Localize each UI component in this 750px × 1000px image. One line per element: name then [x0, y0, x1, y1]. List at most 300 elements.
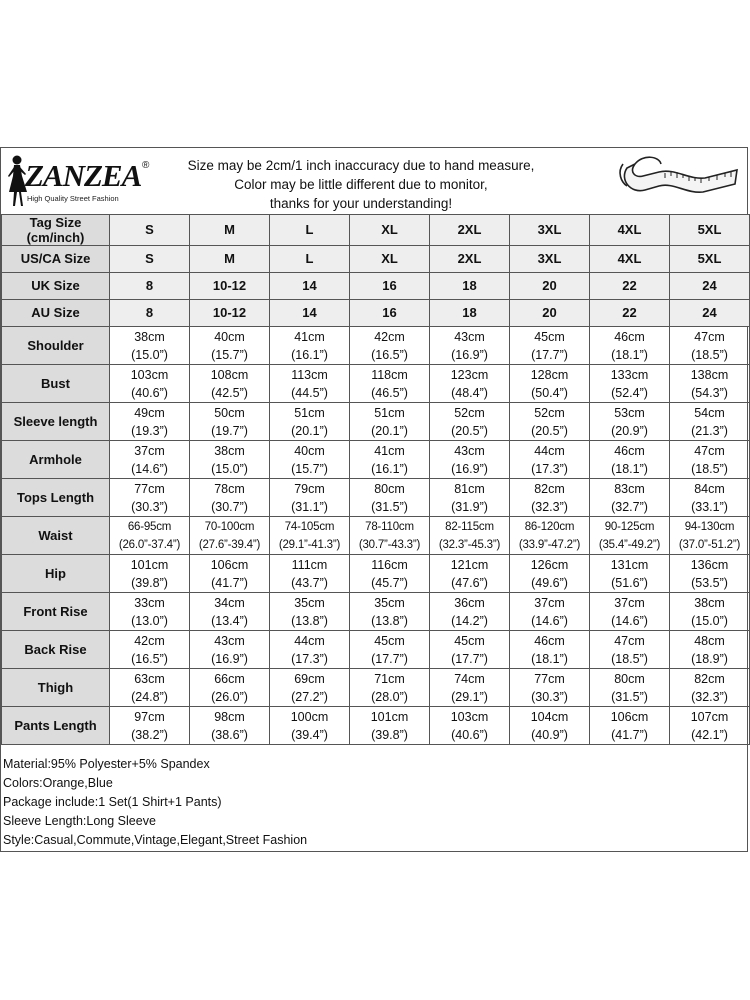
- measure-cell: [510, 365, 590, 403]
- inch-value: (17.7”): [451, 651, 488, 666]
- cm-value: 47cm: [694, 443, 725, 458]
- measure-cell: [590, 403, 670, 441]
- size-cell: 3XL: [510, 246, 590, 273]
- cm-value: 108cm: [210, 367, 249, 382]
- brand-logo: [5, 154, 155, 210]
- inch-value: (31.9”): [451, 499, 488, 514]
- row-label: Hip: [2, 555, 110, 593]
- inch-value: (41.7”): [611, 727, 648, 742]
- size-cell: 18: [430, 300, 510, 327]
- detail-colors: Colors:Orange,Blue: [3, 776, 113, 790]
- cm-value: 128cm: [530, 367, 569, 382]
- inch-value: (26.0”): [211, 689, 248, 704]
- row-label: Sleeve length: [2, 403, 110, 441]
- inch-value: (13.0”): [131, 613, 168, 628]
- measure-cell: [350, 555, 430, 593]
- row-label: Thigh: [2, 669, 110, 707]
- measure-cell: [430, 441, 510, 479]
- inch-value: (51.6”): [611, 575, 648, 590]
- measure-cell: [590, 669, 670, 707]
- cm-value: 50cm: [214, 405, 245, 420]
- row-label: Armhole: [2, 441, 110, 479]
- measure-cell: [510, 441, 590, 479]
- inch-value: (15.7”): [211, 347, 248, 362]
- measure-cell: [270, 327, 350, 365]
- measure-cell: [670, 593, 750, 631]
- inch-value: (30.3”): [531, 689, 568, 704]
- table-row: [2, 403, 750, 441]
- inch-value: (26.0”-37.4”): [118, 538, 181, 551]
- cm-value: 74-105cm: [284, 520, 335, 533]
- inch-value: (50.4”): [531, 385, 568, 400]
- inch-value: (18.5”): [611, 651, 648, 666]
- cm-value: 79cm: [294, 481, 325, 496]
- size-cell: 2XL: [430, 215, 510, 246]
- measure-cell: [110, 593, 190, 631]
- measure-cell: [670, 707, 750, 745]
- inch-value: (13.8”): [371, 613, 408, 628]
- cm-value: 70-100cm: [204, 520, 255, 533]
- cm-value: 131cm: [610, 557, 649, 572]
- cm-value: 54cm: [694, 405, 725, 420]
- measure-cell: [510, 327, 590, 365]
- size-cell: 14: [270, 300, 350, 327]
- measure-cell: [110, 707, 190, 745]
- cm-value: 82-115cm: [445, 520, 494, 533]
- inch-value: (27.2”): [291, 689, 328, 704]
- size-cell: 24: [670, 273, 750, 300]
- cm-value: 83cm: [614, 481, 645, 496]
- cm-value: 37cm: [614, 595, 645, 610]
- cm-value: 41cm: [294, 329, 325, 344]
- inch-value: (54.3”): [691, 385, 728, 400]
- cm-value: 77cm: [534, 671, 565, 686]
- measure-cell: [190, 327, 270, 365]
- cm-value: 35cm: [374, 595, 405, 610]
- cm-value: 44cm: [294, 633, 325, 648]
- measure-cell: [110, 327, 190, 365]
- cm-value: 38cm: [214, 443, 245, 458]
- size-cell: 24: [670, 300, 750, 327]
- inch-value: (29.1”): [451, 689, 488, 704]
- row-label: Back Rise: [2, 631, 110, 669]
- cm-value: 106cm: [610, 709, 649, 724]
- row-label: US/CA Size: [2, 246, 110, 273]
- cm-value: 51cm: [294, 405, 325, 420]
- inch-value: (39.8”): [371, 727, 408, 742]
- inch-value: (16.1”): [291, 347, 328, 362]
- cm-value: 101cm: [130, 557, 169, 572]
- measure-cell: [510, 555, 590, 593]
- cm-value: 111cm: [291, 557, 328, 572]
- row-label: Bust: [2, 365, 110, 403]
- table-row: [2, 517, 750, 555]
- measure-cell: [270, 479, 350, 517]
- cm-value: 63cm: [134, 671, 165, 686]
- measure-cell: [430, 517, 510, 555]
- cm-value: 45cm: [454, 633, 485, 648]
- inch-value: (20.5”): [451, 423, 488, 438]
- cm-value: 97cm: [134, 709, 165, 724]
- row-label: AU Size: [2, 300, 110, 327]
- size-cell: 22: [590, 300, 670, 327]
- inch-value: (17.7”): [371, 651, 408, 666]
- measure-cell: [510, 479, 590, 517]
- inch-value: (16.9”): [211, 651, 248, 666]
- cm-value: 103cm: [450, 709, 489, 724]
- cm-value: 69cm: [294, 671, 325, 686]
- measure-cell: [590, 441, 670, 479]
- inch-value: (18.1”): [611, 347, 648, 362]
- detail-style: Style:Casual,Commute,Vintage,Elegant,Street Fashion: [3, 833, 308, 847]
- cm-value: 78-110cm: [365, 520, 414, 533]
- brand-name: ZANZEA: [25, 158, 142, 193]
- inch-value: (48.4”): [451, 385, 488, 400]
- inch-value: (15.7”): [291, 461, 328, 476]
- inch-value: (30.3”): [131, 499, 168, 514]
- size-cell: 10-12: [190, 300, 270, 327]
- cm-value: 51cm: [374, 405, 405, 420]
- measure-cell: [110, 403, 190, 441]
- size-chart: [0, 147, 748, 852]
- inch-value: (43.7”): [291, 575, 328, 590]
- cm-value: 138cm: [690, 367, 729, 382]
- cm-value: 36cm: [454, 595, 485, 610]
- table-row: [2, 273, 750, 300]
- measure-cell: [350, 593, 430, 631]
- table-row: [2, 327, 750, 365]
- inch-value: (18.1”): [611, 461, 648, 476]
- size-cell: L: [270, 246, 350, 273]
- size-cell: 5XL: [670, 246, 750, 273]
- size-cell: M: [190, 215, 270, 246]
- notice-line-2: Color may be little different due to monitor,: [234, 177, 488, 192]
- cm-value: 42cm: [374, 329, 405, 344]
- cm-value: 35cm: [294, 595, 325, 610]
- inch-value: (16.9”): [451, 347, 488, 362]
- measure-cell: [350, 327, 430, 365]
- inch-value: (32.3”): [691, 689, 728, 704]
- chart-header: [1, 148, 747, 215]
- measure-cell: [270, 555, 350, 593]
- measure-cell: [350, 707, 430, 745]
- inch-value: (19.7”): [211, 423, 248, 438]
- table-row: [2, 441, 750, 479]
- cm-value: 46cm: [614, 443, 645, 458]
- cm-value: 66cm: [214, 671, 245, 686]
- inch-value: (42.1”): [691, 727, 728, 742]
- size-cell: S: [110, 215, 190, 246]
- inch-value: (19.3”): [131, 423, 168, 438]
- measure-cell: [110, 631, 190, 669]
- measure-cell: [350, 479, 430, 517]
- cm-value: 40cm: [294, 443, 325, 458]
- measure-cell: [430, 593, 510, 631]
- measure-cell: [590, 707, 670, 745]
- cm-value: 113cm: [291, 367, 328, 382]
- cm-value: 98cm: [214, 709, 245, 724]
- measure-cell: [110, 441, 190, 479]
- size-cell: 3XL: [510, 215, 590, 246]
- size-cell: 4XL: [590, 246, 670, 273]
- cm-value: 121cm: [450, 557, 489, 572]
- inch-value: (32.7”): [611, 499, 648, 514]
- inch-value: (14.6”): [131, 461, 168, 476]
- size-cell: L: [270, 215, 350, 246]
- cm-value: 38cm: [134, 329, 165, 344]
- inch-value: (27.6”-39.4”): [198, 538, 261, 551]
- cm-value: 66-95cm: [127, 520, 172, 533]
- detail-package: Package include:1 Set(1 Shirt+1 Pants): [3, 795, 222, 809]
- table-row: [2, 669, 750, 707]
- inch-value: (40.6”): [131, 385, 168, 400]
- inch-value: (21.3”): [691, 423, 728, 438]
- cm-value: 77cm: [134, 481, 165, 496]
- measure-cell: [510, 403, 590, 441]
- size-cell: XL: [350, 215, 430, 246]
- measure-cell: [350, 517, 430, 555]
- detail-sleeve: Sleeve Length:Long Sleeve: [3, 814, 156, 828]
- table-row: [2, 215, 750, 246]
- measure-cell: [350, 441, 430, 479]
- inch-value: (20.5”): [531, 423, 568, 438]
- cm-value: 37cm: [534, 595, 565, 610]
- measure-cell: [510, 593, 590, 631]
- inch-value: (17.3”): [531, 461, 568, 476]
- inch-value: (46.5”): [371, 385, 408, 400]
- measure-cell: [430, 479, 510, 517]
- measure-cell: [670, 441, 750, 479]
- measure-cell: [510, 707, 590, 745]
- inch-value: (30.7”-43.3”): [358, 538, 421, 551]
- measure-cell: [430, 669, 510, 707]
- measure-cell: [110, 517, 190, 555]
- cm-value: 53cm: [614, 405, 645, 420]
- cm-value: 104cm: [530, 709, 569, 724]
- size-cell: 8: [110, 300, 190, 327]
- cm-value: 45cm: [374, 633, 405, 648]
- cm-value: 47cm: [694, 329, 725, 344]
- measure-cell: [510, 669, 590, 707]
- size-table: [1, 214, 750, 745]
- inch-value: (17.7”): [531, 347, 568, 362]
- measure-cell: [510, 517, 590, 555]
- size-cell: S: [110, 246, 190, 273]
- measure-cell: [350, 365, 430, 403]
- inch-value: (40.6”): [451, 727, 488, 742]
- inch-value: (35.4”-49.2”): [598, 538, 661, 551]
- inch-value: (42.5”): [211, 385, 248, 400]
- inch-value: (24.8”): [131, 689, 168, 704]
- cm-value: 123cm: [450, 367, 489, 382]
- cm-value: 43cm: [214, 633, 245, 648]
- size-cell: 10-12: [190, 273, 270, 300]
- cm-value: 49cm: [134, 405, 165, 420]
- measure-cell: [190, 669, 270, 707]
- cm-value: 136cm: [690, 557, 729, 572]
- inch-value: (52.4”): [611, 385, 648, 400]
- measure-cell: [110, 365, 190, 403]
- measure-cell: [110, 555, 190, 593]
- brand-tagline: High Quality Street Fashion: [27, 194, 119, 203]
- size-cell: 22: [590, 273, 670, 300]
- measure-cell: [670, 365, 750, 403]
- measure-cell: [590, 365, 670, 403]
- measurement-notice: [171, 156, 551, 213]
- measure-cell: [270, 403, 350, 441]
- cm-value: 103cm: [130, 367, 169, 382]
- size-cell: 4XL: [590, 215, 670, 246]
- measure-cell: [670, 555, 750, 593]
- measure-cell: [590, 479, 670, 517]
- table-row: [2, 631, 750, 669]
- cm-value: 80cm: [374, 481, 405, 496]
- cm-value: 52cm: [454, 405, 485, 420]
- inch-value: (20.1”): [371, 423, 408, 438]
- inch-value: (16.5”): [371, 347, 408, 362]
- cm-value: 94-130cm: [684, 520, 735, 533]
- inch-value: (49.6”): [531, 575, 568, 590]
- measure-cell: [190, 403, 270, 441]
- cm-value: 44cm: [534, 443, 565, 458]
- measure-cell: [590, 593, 670, 631]
- measure-cell: [270, 517, 350, 555]
- size-cell: 20: [510, 273, 590, 300]
- inch-value: (44.5”): [291, 385, 328, 400]
- measure-cell: [430, 707, 510, 745]
- inch-value: (15.0”): [691, 613, 728, 628]
- cm-value: 82cm: [694, 671, 725, 686]
- inch-value: (28.0”): [371, 689, 408, 704]
- inch-value: (17.3”): [291, 651, 328, 666]
- inch-value: (47.6”): [451, 575, 488, 590]
- cm-value: 101cm: [370, 709, 409, 724]
- measure-cell: [190, 631, 270, 669]
- cm-value: 78cm: [214, 481, 245, 496]
- cm-value: 42cm: [134, 633, 165, 648]
- measure-cell: [590, 517, 670, 555]
- inch-value: (16.1”): [371, 461, 408, 476]
- measure-cell: [670, 631, 750, 669]
- inch-value: (37.0”-51.2”): [678, 538, 741, 551]
- size-cell: XL: [350, 246, 430, 273]
- cm-value: 74cm: [454, 671, 485, 686]
- measure-cell: [430, 327, 510, 365]
- inch-value: (38.6”): [211, 727, 248, 742]
- size-cell: 14: [270, 273, 350, 300]
- inch-value: (14.2”): [451, 613, 488, 628]
- cm-value: 107cm: [690, 709, 729, 724]
- measure-cell: [670, 517, 750, 555]
- cm-value: 90-125cm: [604, 520, 655, 533]
- measure-cell: [190, 441, 270, 479]
- cm-value: 43cm: [454, 329, 485, 344]
- cm-value: 48cm: [694, 633, 725, 648]
- inch-value: (20.1”): [291, 423, 328, 438]
- inch-value: (32.3”): [531, 499, 568, 514]
- measure-cell: [430, 555, 510, 593]
- inch-value: (41.7”): [211, 575, 248, 590]
- measure-cell: [270, 365, 350, 403]
- product-details: [1, 755, 747, 850]
- cm-value: 43cm: [454, 443, 485, 458]
- inch-value: (15.0”): [131, 347, 168, 362]
- cm-value: 33cm: [134, 595, 165, 610]
- size-cell: 8: [110, 273, 190, 300]
- inch-value: (18.9”): [691, 651, 728, 666]
- cm-value: 41cm: [374, 443, 405, 458]
- inch-value: (33.1”): [691, 499, 728, 514]
- cm-value: 46cm: [614, 329, 645, 344]
- size-cell: 5XL: [670, 215, 750, 246]
- measure-cell: [510, 631, 590, 669]
- inch-value: (18.5”): [691, 461, 728, 476]
- detail-material: Material:95% Polyester+5% Spandex: [3, 757, 210, 771]
- cm-value: 34cm: [214, 595, 245, 610]
- inch-value: (32.3”-45.3”): [438, 538, 501, 551]
- inch-value: (14.6”): [531, 613, 568, 628]
- cm-value: 46cm: [534, 633, 565, 648]
- row-label: UK Size: [2, 273, 110, 300]
- measure-cell: [430, 631, 510, 669]
- cm-value: 52cm: [534, 405, 565, 420]
- cm-value: 133cm: [610, 367, 649, 382]
- cm-value: 47cm: [614, 633, 645, 648]
- cm-value: 80cm: [614, 671, 645, 686]
- cm-value: 100cm: [290, 709, 329, 724]
- table-row: [2, 300, 750, 327]
- measure-cell: [430, 403, 510, 441]
- row-label: Tag Size (cm/inch): [2, 215, 110, 246]
- measure-cell: [350, 669, 430, 707]
- inch-value: (14.6”): [611, 613, 648, 628]
- measure-cell: [350, 631, 430, 669]
- inch-value: (13.8”): [291, 613, 328, 628]
- measure-cell: [590, 631, 670, 669]
- inch-value: (31.5”): [371, 499, 408, 514]
- inch-value: (18.1”): [531, 651, 568, 666]
- measure-cell: [430, 365, 510, 403]
- inch-value: (16.9”): [451, 461, 488, 476]
- cm-value: 38cm: [694, 595, 725, 610]
- measure-cell: [190, 365, 270, 403]
- inch-value: (29.1”-41.3”): [278, 538, 341, 551]
- measure-cell: [190, 555, 270, 593]
- table-row: [2, 593, 750, 631]
- table-row: [2, 555, 750, 593]
- measuring-tape-icon: [613, 150, 743, 212]
- table-row: [2, 246, 750, 273]
- inch-value: (31.5”): [611, 689, 648, 704]
- size-cell: 20: [510, 300, 590, 327]
- inch-value: (45.7”): [371, 575, 408, 590]
- size-cell: 18: [430, 273, 510, 300]
- inch-value: (13.4”): [211, 613, 248, 628]
- size-cell: 2XL: [430, 246, 510, 273]
- measure-cell: [590, 327, 670, 365]
- table-row: [2, 365, 750, 403]
- inch-value: (33.9”-47.2”): [518, 538, 581, 551]
- measure-cell: [270, 669, 350, 707]
- cm-value: 40cm: [214, 329, 245, 344]
- inch-value: (18.5”): [691, 347, 728, 362]
- inch-value: (39.8”): [131, 575, 168, 590]
- inch-value: (20.9”): [611, 423, 648, 438]
- inch-value: (31.1”): [291, 499, 328, 514]
- cm-value: 81cm: [454, 481, 485, 496]
- measure-cell: [590, 555, 670, 593]
- row-label: Tops Length: [2, 479, 110, 517]
